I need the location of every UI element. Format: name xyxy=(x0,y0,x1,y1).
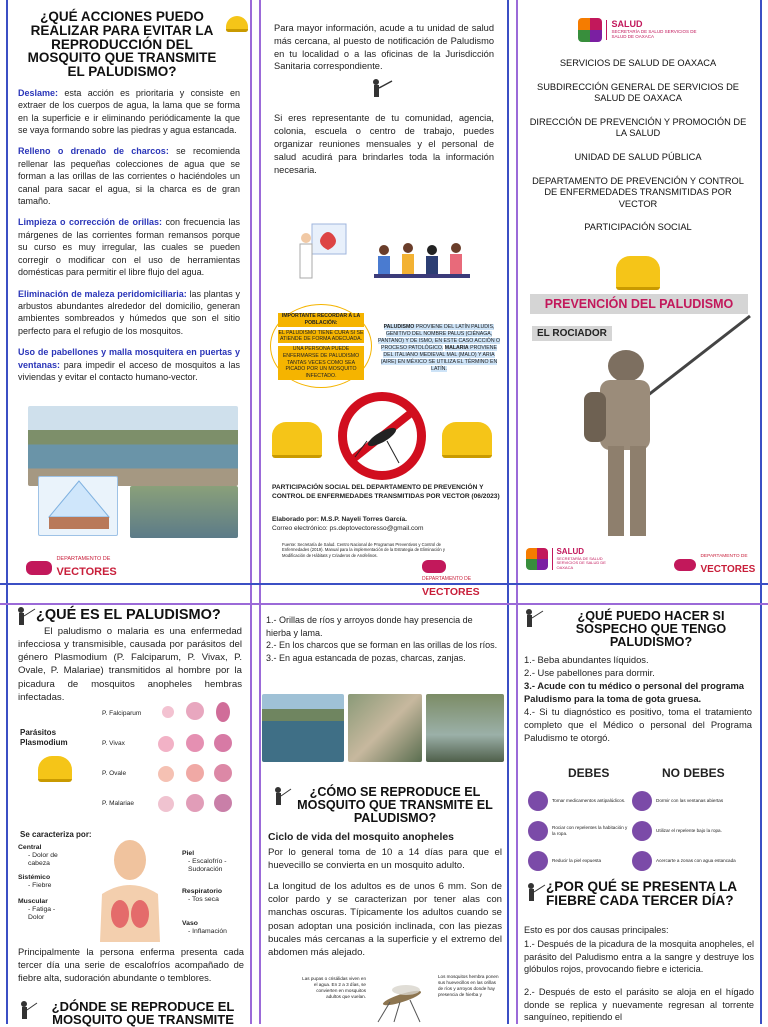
symptom-respiratory: Respiratorio - Tos seca xyxy=(182,888,223,904)
lifecycle-title: Ciclo de vida del mosquito anopheles xyxy=(268,832,454,843)
section-title: ¿POR QUÉ SE PRESENTA LA FIEBRE CADA TERCER DÍA? xyxy=(546,879,737,908)
dont-title: NO DEBES xyxy=(662,766,725,780)
river-cleaning-photo xyxy=(130,486,238,538)
parasite-cell-icon xyxy=(214,734,232,752)
lifecycle-paragraph: Por lo general toma de 10 a 14 días para que el huevecillo se convierta en un mosquito adulto. xyxy=(268,847,502,872)
source-note: Fuente: Secretaría de Salud. Centro Nacional de Programas Preventivos y Control de Enfermedades (2019). Manual para la implementación de la Estrategia de Eliminación y Modificación de Hábitats y Criaderos de Anofelinos. xyxy=(282,542,445,558)
panel-what-is-malaria xyxy=(10,606,248,1027)
frame-line xyxy=(250,0,252,1024)
mosquito-icon xyxy=(370,978,436,1024)
section-title: ¿DÓNDE SE REPRODUCE EL MOSQUITO QUE TRANSMITE xyxy=(51,999,235,1027)
parasite-cell-icon xyxy=(162,706,174,718)
institution-line: DEPARTAMENTO DE PREVENCIÓN Y CONTROL DE ENFERMEDADES TRANSMITIDAS POR VECTOR xyxy=(532,175,744,209)
cover-banner: PREVENCIÓN DEL PALUDISMO xyxy=(530,294,748,314)
institution-line: DIRECCIÓN DE PREVENCIÓN Y PROMOCIÓN DE LA SALUD xyxy=(529,116,747,139)
panel-what-to-do xyxy=(518,606,758,1024)
list-item: 3.- Acude con tu médico o personal del programa Paludismo para la toma de gota gruesa. xyxy=(524,679,745,704)
panel-breeding xyxy=(262,606,506,1024)
institution-list xyxy=(526,58,750,234)
header xyxy=(10,6,248,79)
helmet-icon xyxy=(442,422,492,463)
credits-title: PARTICIPACIÓN SOCIAL DEL DEPARTAMENTO DE PREVENCIÓN Y CONTROL DE ENFERMEDADES TRANSMITIDAS POR VECTOR (06/2023) xyxy=(272,484,500,500)
contact-paragraph: Para mayor información, acude a tu unidad de salud más cercana, al puesto de notificación de Paludismo en tu localidad o a las oficinas de la Jurisdicción Sanitaria correspondiente. xyxy=(274,23,494,72)
institution-line: UNIDAD DE SALUD PÚBLICA xyxy=(574,152,702,163)
sprayer-icon xyxy=(14,606,36,630)
list-item: 1.- Beba abundantes líquidos. xyxy=(524,653,649,665)
clothing-icon xyxy=(528,851,548,871)
sprayer-icon xyxy=(18,1000,38,1022)
action-list xyxy=(518,649,758,745)
list-item: 2.- En los charcos que se forman en las orillas de los ríos. xyxy=(266,640,498,651)
river-photo xyxy=(28,406,238,486)
header xyxy=(272,786,498,825)
frame-line xyxy=(259,0,261,1024)
pupa-caption: Las pupas o crisálidas viven en el agua. En 2 a 3 días, se convierten en mosquitos adultos que vuelan. xyxy=(302,976,366,999)
fever-intro: Esto es por dos causas principales: xyxy=(524,925,669,935)
actions-list xyxy=(10,79,248,384)
no-mosquito-icon xyxy=(338,392,426,480)
important-note: IMPORTANTE RECORDAR A LA POBLACIÓN: EL PALUDISMO TIENE CURA SI SE ATIENDE DE FORMA ADECUADA. UNA PERSONA PUEDE ENFERMARSE DE PALUDISMO TANTAS VECES COMO SEA PICADO POR UN MOSQUITO INFECTADO. xyxy=(270,304,372,388)
section-title: ¿QUÉ ES EL PALUDISMO? xyxy=(36,607,221,623)
breeding-sites-list xyxy=(262,606,506,664)
parasite-list xyxy=(102,710,242,826)
list-item: Eliminación de maleza peridomiciliaria: las plantas y arbustos abundantes alrededor del domicilio, generan ambientes sombreados y húmedos que son el sitio perfecto para el refugio de los mosquitos. xyxy=(18,288,240,336)
list-item: Deslame: esta acción es prioritaria y consiste en extraer de los cuerpos de agua, la lama que se forma en la superficie e ir eliminando periódicamente la que se vaya formando sobre las piedras y agua estancada. xyxy=(18,87,240,136)
list-item: 4.- Si tu diagnóstico es positivo, toma el tratamiento completo que el Médico o personal del Programa Paludismo te otorgó. xyxy=(524,706,752,744)
medicine-icon xyxy=(528,791,548,811)
river-photo xyxy=(262,694,344,762)
section-title: ¿QUÉ PUEDO HACER SI SOSPECHO QUE TENGO PALUDISMO? xyxy=(575,609,727,649)
parasite-row: P. Falciparum xyxy=(102,710,242,740)
sprayer-icon xyxy=(272,786,292,808)
salud-emblem-icon xyxy=(526,548,548,570)
human-body-icon xyxy=(80,838,180,942)
salud-emblem-icon xyxy=(578,18,602,42)
parasite-cell-icon xyxy=(158,736,174,752)
frame-line xyxy=(0,583,768,585)
water-icon xyxy=(632,851,652,871)
parasite-row: P. Malariae xyxy=(102,800,242,826)
vectores-logo: DEPARTAMENTO DE VECTORES xyxy=(422,558,506,599)
parasites-label: Parásitos Plasmodium xyxy=(20,728,68,747)
mosquito-net-photo xyxy=(38,476,118,536)
list-item: 2.- Use pabellones para dormir. xyxy=(524,666,655,678)
header xyxy=(518,606,758,649)
list-item: Limpieza o corrección de orillas: con frecuencia las márgenes de las corrientes forman remansos porque su curso es muy irregular, las cuales se pueden corregir o modificar con el uso de herramientas domésticas para permitir el libre flujo del agua. xyxy=(18,217,241,278)
parasite-cell-icon xyxy=(214,764,232,782)
institution-line: SERVICIOS DE SALUD DE OAXACA xyxy=(559,58,717,68)
credits-email: Correo electrónico: ps.deptovectoresso@gmail.com xyxy=(272,525,424,532)
parasite-cell-icon xyxy=(186,794,204,812)
frame-line xyxy=(507,0,509,1024)
do-dont-row: Tomar medicamentos antipalúdicos. Dormir con las ventanas abiertas xyxy=(528,786,754,816)
definition-paragraph: El paludismo o malaria es una enfermedad infecciosa y transmisible, causada por parásitos del género Plasmodium (P. Falciparum, P. Vivax, P. Ovale, P. Malariae) transmitidos al hombre por la picadura de mosquitos anopheles hembras infectadas. xyxy=(18,625,242,703)
list-item: Relleno o drenado de charcos: se recomienda rellenar las pequeñas colecciones de agua que se forman a las orillas de las corrientes o haciéndoles un canal para sacar el agua, si la charca es de gran tamaño. xyxy=(18,146,240,207)
do-dont-row: Reducir la piel expuesta Acercarte a zonas con agua estancada xyxy=(528,846,754,876)
sprayer-worker-icon xyxy=(554,306,754,546)
health-meeting-icon xyxy=(292,216,472,290)
sprayer-icon xyxy=(524,882,546,906)
oaxaca-map-icon xyxy=(26,561,52,575)
helmet-icon xyxy=(38,756,72,787)
sprayer-icon xyxy=(366,77,396,105)
parasite-cell-icon xyxy=(216,702,230,722)
sprayer-label: EL ROCIADOR xyxy=(532,326,612,341)
stream-photo xyxy=(348,694,422,762)
list-item: Uso de pabellones y malla mosquitera en puertas y ventanas: para impedir el acceso de mosquitos a las viviendas y evitar el contacto humano-vector. xyxy=(18,347,240,382)
helmet-icon xyxy=(272,422,322,463)
symptom-central: Central - Dolor de cabeza xyxy=(18,844,58,868)
section-title: ¿QUÉ ACCIONES PUEDO REALIZAR PARA EVITAR LA REPRODUCCIÓN DEL MOSQUITO QUE TRANSMITE EL PALUDISMO? xyxy=(27,9,217,80)
institution-line: PARTICIPACIÓN SOCIAL xyxy=(584,222,692,233)
parasite-row: P. Ovale xyxy=(102,770,242,800)
section-title: ¿CÓMO SE REPRODUCE EL MOSQUITO QUE TRANSMITE EL PALUDISMO? xyxy=(297,785,493,825)
symptom-systemic: Sistémico - Fiebre xyxy=(18,874,52,890)
window-icon xyxy=(632,791,652,811)
header xyxy=(10,606,248,623)
mosquito-icon xyxy=(347,401,417,471)
do-dont-grid xyxy=(528,786,754,876)
fever-cause-2: 2.- Después de esto el parásito se aloja en el hígado donde se replica y nuevamente regresan al torrente sanguíneo, repitiendo el xyxy=(524,987,754,1023)
parasite-cell-icon xyxy=(214,794,232,812)
vectores-logo: DEPARTAMENTO DE VECTORES xyxy=(674,554,755,576)
symptom-vessel: Vaso - Inflamación xyxy=(182,920,227,936)
panel-prevention-actions xyxy=(10,6,248,580)
parasite-cell-icon xyxy=(186,764,204,782)
salud-logo: SALUD SECRETARÍA DE SALUD SERVICIOS DE SALUD DE OAXACA xyxy=(526,548,622,570)
list-item: 3.- En agua estancada de pozas, charcas, zanjas. xyxy=(266,652,466,663)
sprayer-icon xyxy=(522,608,544,632)
next-section-header xyxy=(18,1000,246,1027)
parasite-cell-icon xyxy=(158,796,174,812)
parasite-cell-icon xyxy=(186,702,204,720)
pond-photo xyxy=(426,694,504,762)
symptoms-title: Se caracteriza por: xyxy=(20,830,92,839)
helmet-icon xyxy=(226,16,248,32)
repellent-icon xyxy=(632,821,652,841)
frame-line xyxy=(760,0,762,1024)
do-title: DEBES xyxy=(568,766,610,780)
panel-contact-info xyxy=(262,6,506,598)
oaxaca-map-icon xyxy=(422,560,446,573)
do-dont-row: Rociar con repelentes la habitación y la ropa. Utilizar el repelente bajo la ropa. xyxy=(528,816,754,846)
salud-logo: SALUD SECRETARÍA DE SALUD SERVICIOS DE SALUD DE OAXACA xyxy=(578,18,701,42)
panel-cover xyxy=(518,6,758,580)
parasite-row: P. Vivax xyxy=(102,740,242,770)
frame-line xyxy=(0,603,768,605)
institution-line: SUBDIRECCIÓN GENERAL DE SERVICIOS DE SALUD DE OAXACA xyxy=(537,81,739,104)
etymology-note: PALUDISMO PROVIENE DEL LATÍN PALUDIS, GENITIVO DEL NOMBRE PALUS (CIÉNAGA, PANTANO) Y DE ISMO, EN ESTE CASO ACCIÓN O PROCESO PATOLÓGICO. MALARIA PROVIENE DEL ITALIANO MEDIEVAL MAL (MALO) Y ARIA (AIRE) EN MÉXICO SE UTILIZA EL TÉRMINO EN LATÍN. xyxy=(377,324,501,373)
symptoms-paragraph: Principalmente la persona enferma presenta cada tercer día una serie de escalofríos acompañado de fiebre alta, sudoración abundante o temblores. xyxy=(18,946,244,983)
frame-line xyxy=(6,0,8,1024)
parasite-cell-icon xyxy=(158,766,174,782)
symptom-skin: Piel - Escalofrío - Sudoración xyxy=(182,850,227,874)
adult-description: La longitud de los adultos es de unos 6 mm. Son de color pardo y se caracterizan por tener alas con manchas oscuras. Típicamente los adultos cuando se posan adoptan una posición inclinada, con las piezas bucales más cercanas a la superficie y el extremo del abdomen más alejado. xyxy=(268,881,502,959)
vectores-logo: DEPARTAMENTO DE VECTORES xyxy=(26,556,117,579)
credits-author: Elaborado por: M.S.P. Nayeli Torres García. xyxy=(272,516,407,523)
spray-icon xyxy=(528,821,548,841)
mosquito-net-icon xyxy=(39,477,119,537)
list-item: 1.- Orillas de ríos y arroyos donde hay presencia de hierba y lama. xyxy=(266,615,473,638)
meeting-illustration xyxy=(292,216,472,290)
header xyxy=(524,880,754,908)
helmet-icon xyxy=(616,256,660,295)
oaxaca-map-icon xyxy=(674,559,696,571)
symptom-muscular: Muscular - Fatiga - Dolor xyxy=(18,898,56,922)
community-paragraph: Si eres representante de tu comunidad, agencia, colonia, escuela o centro de trabajo, puedes organizar reuniones mensuales y el personal de salud acudirá para brindarles toda la información necesaria. xyxy=(274,113,494,175)
fever-cause-1: 1.- Después de la picadura de la mosquita anopheles, el parásito del Paludismo entra a la sangre y destruye los glóbulos rojos, provocando fiebre e ictericia. xyxy=(524,939,754,975)
parasite-cell-icon xyxy=(186,734,204,752)
eggs-caption: Los mosquitos hembra ponen sus huevecillos en las orillas de ríos y arroyos donde hay presencia de hierba y xyxy=(438,974,499,997)
